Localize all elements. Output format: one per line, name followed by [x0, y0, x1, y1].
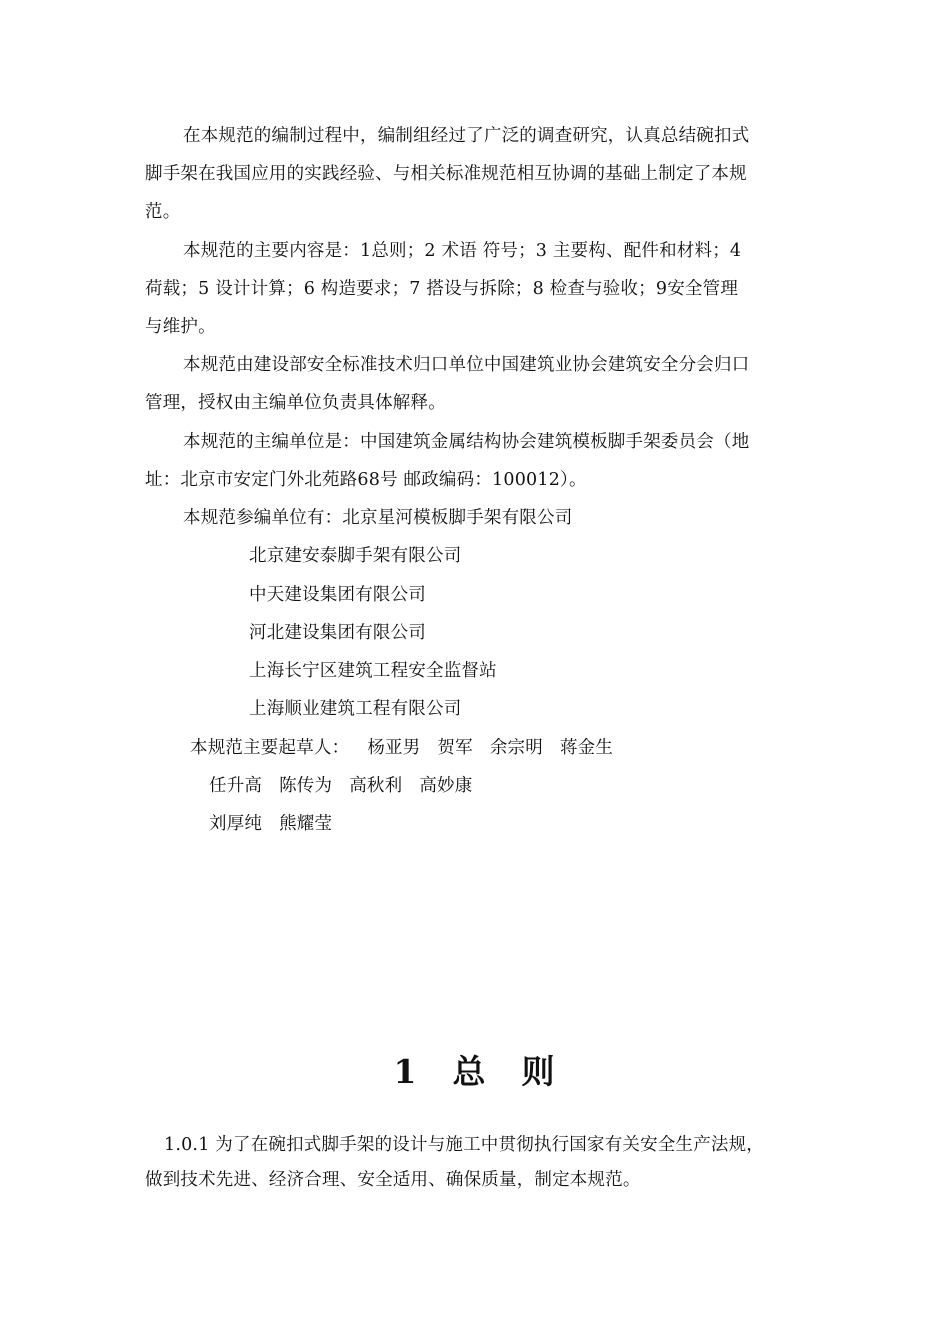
participant-unit: 北京建安泰脚手架有限公司: [249, 546, 462, 566]
drafter-name: 熊耀莹: [279, 814, 333, 834]
clause-line: 1.0.1 为了在碗扣式脚手架的设计与施工中贯彻执行国家有关安全生产法规，: [164, 1135, 764, 1155]
chapter-title-char: 则: [521, 1052, 557, 1091]
paragraph-line: 本规范的主编单位是：中国建筑金属结构协会建筑模板脚手架委员会（地: [183, 432, 750, 452]
drafter-name: 陈传为: [279, 776, 333, 796]
chapter-heading: [0, 1050, 950, 1094]
participants-lead: 本规范参编单位有：北京星河模板脚手架有限公司: [183, 508, 573, 528]
participant-unit: 上海顺业建筑工程有限公司: [249, 699, 462, 719]
drafter-name: 高秋利: [349, 776, 403, 796]
paragraph-line: 脚手架在我国应用的实践经验、与相关标准规范相互协调的基础上制定了本规: [145, 164, 747, 184]
drafter-name: 杨亚男: [367, 738, 421, 758]
drafters-row: [209, 774, 489, 798]
clause-line: 做到技术先进、经济合理、安全适用、确保质量，制定本规范。: [145, 1170, 641, 1190]
drafter-name: 任升高: [209, 776, 263, 796]
paragraph-line: 在本规范的编制过程中，编制组经过了广泛的调查研究，认真总结碗扣式: [183, 126, 750, 146]
drafter-name: 蒋金生: [559, 738, 614, 758]
drafters-row: [190, 736, 630, 760]
participant-unit: 河北建设集团有限公司: [249, 623, 426, 643]
paragraph-line: 本规范由建设部安全标准技术归口单位中国建筑业协会建筑安全分会归口: [183, 355, 750, 375]
participant-unit: 上海长宁区建筑工程安全监督站: [249, 661, 497, 681]
paragraph-line: 范。: [145, 202, 181, 222]
paragraph-line: 本规范的主要内容是：1总则；2 术语 符号；3 主要构、配件和材料；4: [183, 241, 742, 261]
drafters-row: [209, 812, 349, 836]
drafter-name: 贺军: [437, 738, 473, 758]
participant-unit: 中天建设集团有限公司: [249, 585, 426, 605]
paragraph-line: 与维护。: [145, 317, 216, 337]
drafter-name: 余宗明: [489, 738, 543, 758]
paragraph-line: 管理，授权由主编单位负责具体解释。: [145, 393, 446, 413]
drafter-name: 高妙康: [419, 776, 473, 796]
paragraph-line: 址：北京市安定门外北苑路68号 邮政编码：100012）。: [145, 470, 587, 490]
chapter-number: 1: [393, 1052, 419, 1091]
paragraph-line: 荷载；5 设计计算；6 构造要求；7 搭设与拆除；8 检查与验收；9安全管理: [145, 279, 739, 299]
chapter-title-char: 总: [452, 1052, 488, 1091]
drafters-lead: 本规范主要起草人：: [190, 738, 350, 758]
drafter-name: 刘厚纯: [209, 814, 263, 834]
